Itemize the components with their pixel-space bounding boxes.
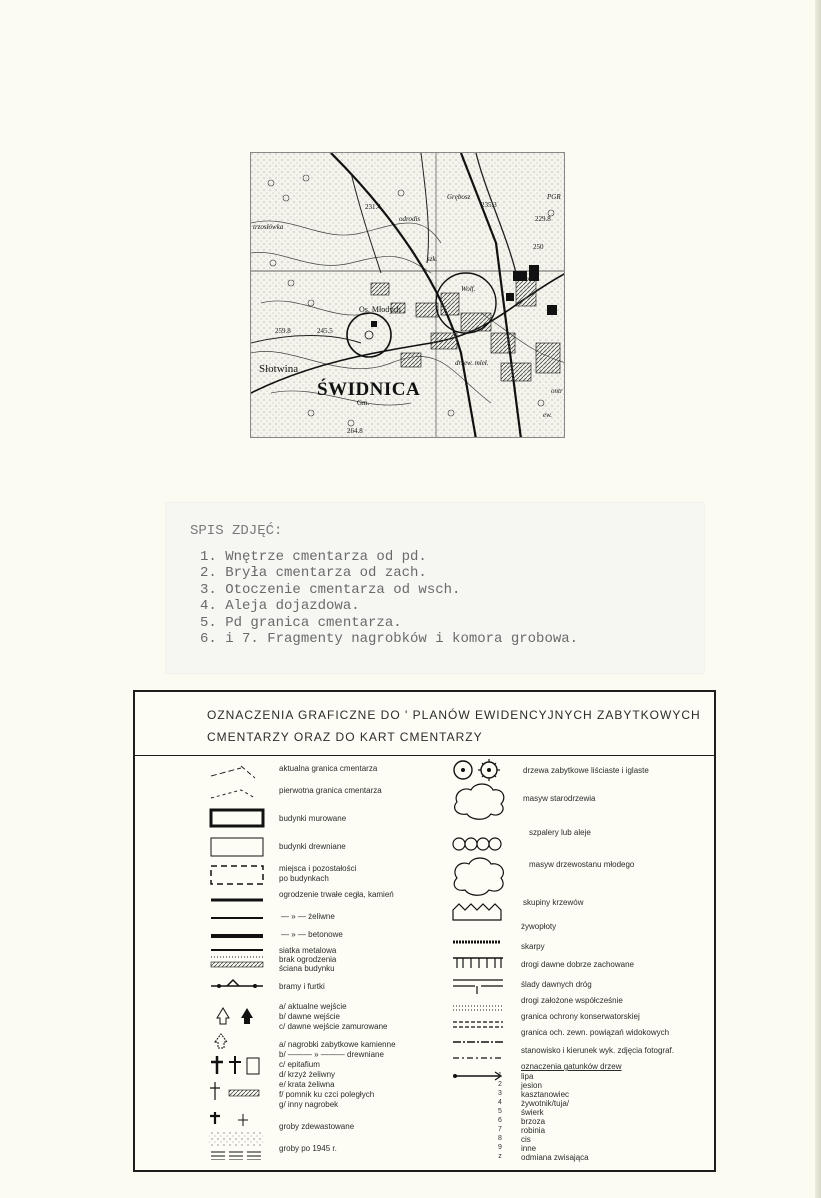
species-name: żywotnik/tuja/ xyxy=(521,1099,570,1108)
legend-card xyxy=(133,690,716,1172)
list-item: 2. Bryła cmentarza od zach. xyxy=(200,565,427,582)
photo-list-title: SPIS ZDJĘĆ: xyxy=(190,523,283,539)
legend-nagrobki-c: c/ epitafium xyxy=(279,1060,320,1069)
map-szk: szk. xyxy=(427,255,438,263)
map-town-name: ŚWIDNICA xyxy=(317,379,421,400)
species-number: 3 xyxy=(498,1090,502,1097)
legend-sciana: ściana budynku xyxy=(279,964,335,973)
legend-nagrobki-e: e/ krata żeliwna xyxy=(279,1080,335,1089)
legend-pierwotna: pierwotna granica cmentarza xyxy=(279,786,382,795)
legend-bramy: bramy i furtki xyxy=(279,982,325,991)
legend-granica-powiazan: granica och. zewn. powiązań widokowych xyxy=(521,1028,670,1037)
species-name: świerk xyxy=(521,1108,544,1117)
species-name: robinia xyxy=(521,1126,546,1135)
list-item: 6. i 7. Fragmenty nagrobków i komora grobowa. xyxy=(200,631,579,648)
legend-miejsca-2: po budynkach xyxy=(279,874,329,883)
species-number: 7 xyxy=(498,1126,502,1133)
legend-granica-ochrony: granica ochrony konserwatorskiej xyxy=(521,1012,640,1021)
map-h229: 229.8 xyxy=(535,215,551,223)
legend-nagrobki-g: g/ inny nagrobek xyxy=(279,1100,339,1109)
map-h259: 259.8 xyxy=(275,327,291,335)
species-number: 6 xyxy=(498,1117,502,1124)
map-ew: ew. xyxy=(543,411,553,419)
map-kontr: ontr xyxy=(551,387,563,395)
legend-right-symbols xyxy=(449,758,519,1098)
legend-masyw-mlody: masyw drzewostanu młodego xyxy=(529,860,635,869)
legend-ogrodzenie: ogrodzenie trwałe cegła, kamień xyxy=(279,890,394,899)
legend-szpalery: szpalery lub aleje xyxy=(529,828,591,837)
map-drzew: drzew. mleł. xyxy=(455,359,489,367)
map-wolf: Wolf. xyxy=(461,285,476,293)
species-name: inne xyxy=(521,1144,537,1153)
legend-drewniane: budynki drewniane xyxy=(279,842,346,851)
legend-stanowisko: stanowisko i kierunek wyk. zdjęcia fotograf. xyxy=(521,1046,674,1055)
map-grebosz: Grębosz xyxy=(447,193,471,201)
legend-po1945: groby po 1945 r. xyxy=(279,1144,337,1153)
topographic-map xyxy=(250,152,565,438)
map-pgr: PGR xyxy=(547,193,561,201)
legend-skarpy: skarpy xyxy=(521,942,545,951)
species-number: 9 xyxy=(498,1144,502,1151)
legend-slady: ślady dawnych dróg xyxy=(521,980,592,989)
legend-murowane: budynki murowane xyxy=(279,814,347,823)
species-name: lipa xyxy=(521,1072,534,1081)
legend-nagrobki-a: a/ nagrobki zabytkowe kamienne xyxy=(279,1040,396,1049)
species-name: odmiana zwisająca xyxy=(521,1153,589,1162)
map-gmina: Gm. xyxy=(357,399,370,407)
list-item: 4. Aleja dojazdowa. xyxy=(200,598,360,615)
legend-masyw-stary: masyw starodrzewia xyxy=(523,794,596,803)
legend-siatka: siatka metalowa xyxy=(279,946,337,955)
map-h264: 264.8 xyxy=(347,427,363,435)
map-h245: 245.5 xyxy=(317,327,333,335)
map-h231: 231.4 xyxy=(365,203,381,211)
map-h250: 250 xyxy=(533,243,544,251)
legend-drzewa: drzewa zabytkowe liściaste i iglaste xyxy=(523,766,649,775)
legend-gatunki-title: oznaczenia gatunków drzew xyxy=(521,1062,622,1071)
legend-betonowe: — » — betonowe xyxy=(281,930,343,939)
species-number: 8 xyxy=(498,1135,502,1142)
species-name: cis xyxy=(521,1135,531,1144)
list-item: 1. Wnętrze cmentarza od pd. xyxy=(200,549,427,565)
list-item: 5. Pd granica cmentarza. xyxy=(200,614,402,631)
photo-list-card xyxy=(166,503,704,673)
legend-zeliwne: — » — żeliwne xyxy=(281,912,335,921)
map-h235: 235.3 xyxy=(481,201,497,209)
species-number: 5 xyxy=(498,1108,502,1115)
legend-miejsca-1: miejsca i pozostałości xyxy=(279,864,357,873)
legend-nagrobki-f: f/ pomnik ku czci poległych xyxy=(279,1090,375,1099)
legend-drogi-wspolczesne: drogi założone współcześnie xyxy=(521,996,623,1005)
legend-left-symbols xyxy=(205,760,265,1160)
map-slotwina: Słotwina xyxy=(259,363,299,375)
legend-zywoploty: żywopłoty xyxy=(521,922,557,931)
species-number: 2 xyxy=(498,1081,502,1088)
legend-zdewastowane: groby zdewastowane xyxy=(279,1122,355,1131)
species-name: brzoza xyxy=(521,1117,546,1126)
legend-title-line1: OZNACZENIA GRAFICZNE DO ' PLANÓW EWIDENCYJNYCH ZABYTKOWYCH xyxy=(207,708,701,722)
map-osiedle: Os. Młodych xyxy=(359,305,401,314)
species-name: jesion xyxy=(521,1081,542,1090)
legend-skupiny: skupiny krzewów xyxy=(523,898,584,907)
legend-wejscie-b: b/ dawne wejście xyxy=(279,1012,340,1021)
legend-wejscie-c: c/ dawne wejście zamurowane xyxy=(279,1022,388,1031)
legend-nagrobki-b: b/ ——— » ——— drewniane xyxy=(279,1050,384,1059)
legend-wejscie-a: a/ aktualne wejście xyxy=(279,1002,347,1011)
legend-header xyxy=(135,692,714,756)
map-strzoslowka: trzosłówka xyxy=(253,223,284,231)
legend-brak: brak ogrodzenia xyxy=(279,955,337,964)
species-number: z xyxy=(498,1153,502,1160)
legend-title-line2: CMENTARZY ORAZ DO KART CMENTARZY xyxy=(207,730,483,744)
species-name: kasztanowiec xyxy=(521,1090,570,1099)
species-number: 1 xyxy=(498,1072,502,1079)
map-odrodis: odrodis xyxy=(399,215,421,223)
legend-drogi-dawne: drogi dawne dobrze zachowane xyxy=(521,960,634,969)
legend-aktualna: aktualna granica cmentarza xyxy=(279,764,378,773)
page-edge xyxy=(815,0,821,1198)
photo-list xyxy=(200,549,578,647)
list-item: 3. Otoczenie cmentarza od wsch. xyxy=(200,581,461,598)
legend-nagrobki-d: d/ krzyż żeliwny xyxy=(279,1070,336,1079)
species-number: 4 xyxy=(498,1099,502,1106)
